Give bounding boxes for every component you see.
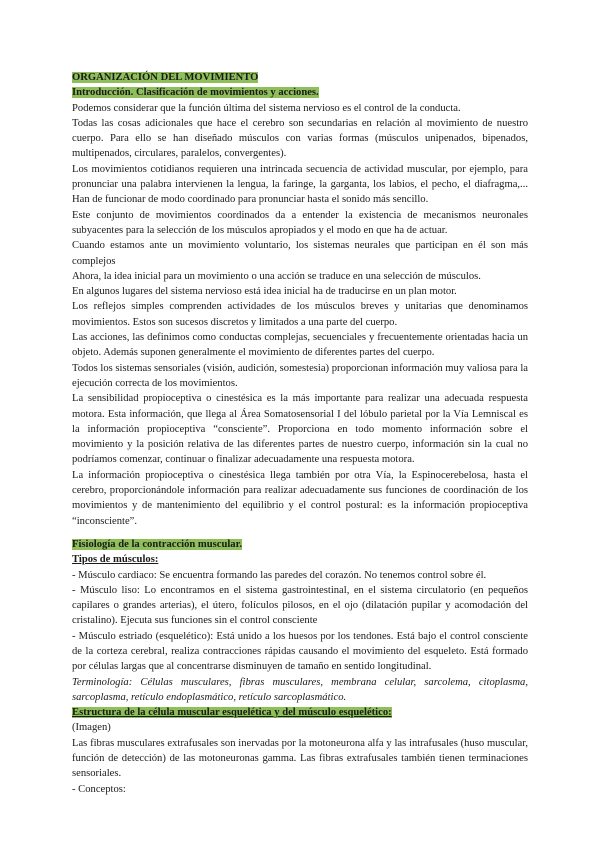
paragraph: La información propioceptiva o cinestésica llega también por otra Vía, la Espinocerebelosa, hasta el cerebro, proporcionándole información para realizar adecuadamente sus funciones de coordinación de los movimientos y de mantenimiento del equilibrio y el control postural: es la información propioceptiva “inconsciente”.	[72, 469, 528, 527]
document-page	[72, 70, 528, 797]
paragraph: Todos los sistemas sensoriales (visión, audición, somestesia) proporcionan información muy valiosa para la ejecución correcta de los movimientos.	[72, 362, 528, 389]
list-item: - Músculo liso: Lo encontramos en el sistema gastrointestinal, en el sistema circulatorio (en pequeños capilares o grandes arterias), el útero, folículos pilosos, en el ojo (dilatación pupilar y acomodación del cristalino). Ejecuta sus funciones sin el control consciente	[72, 584, 528, 627]
paragraph: Ahora, la idea inicial para un movimiento o una acción se traduce en una selección de músculos.	[72, 270, 481, 282]
section-spacer	[72, 529, 528, 537]
paragraph: Podemos considerar que la función última del sistema nervioso es el control de la conducta.	[72, 102, 461, 114]
paragraph: En algunos lugares del sistema nervioso está idea inicial ha de traducirse en un plan motor.	[72, 286, 457, 298]
paragraph: Las acciones, las definimos como conductas complejas, secuenciales y frecuentemente orientadas hacia un objeto. Además suponen generalmente el movimiento de diferentes partes del cuerpo.	[72, 332, 528, 359]
paragraph: Este conjunto de movimientos coordinados da a entender la existencia de mecanismos neuronales subyacentes para la selección de los músculos apropiados y el modo en que ha de actuar.	[72, 209, 528, 236]
list-item: - Conceptos:	[72, 783, 126, 795]
paragraph: Los movimientos cotidianos requieren una intrincada secuencia de actividad muscular, por ejemplo, para pronunciar una palabra intervienen la lengua, la faringe, la garganta, los labios, el pecho, el diafragma,... Han de funcionar de modo coordinado para pronunciar hasta el sonido más sencillo.	[72, 163, 528, 206]
subheading-tipos-musculos: Tipos de músculos:	[72, 554, 159, 566]
paragraph: Las fibras musculares extrafusales son inervadas por la motoneurona alfa y las intrafusales (huso muscular, función de detección) de las motoneuronas gamma. Las fibras extrafusales también tienen terminaciones sensoriales.	[72, 737, 528, 780]
paragraph: La sensibilidad propioceptiva o cinestésica es la más importante para realizar una adecuada respuesta motora. Esta información, que llega al Área Somatosensorial I del lóbulo parietal por la Vía Lemniscal es la información propioceptiva “consciente”. Proporciona en todo momento información sobre el movimiento y la posición relativa de las diferentes partes de nuestro cuerpo, información sin la cual no podríamos comenzar, continuar o finalizar adecuadamente una respuesta motora.	[72, 393, 528, 466]
list-item: - Músculo estriado (esquelético): Está unido a los huesos por los tendones. Está bajo el control consciente de la corteza cerebral, realiza contracciones rápidas causando el movimiento del esqueleto. Está formado por células largas que al concentrarse disminuyen de tamaño en sentido longitudinal.	[72, 630, 528, 673]
section-heading-estructura: Estructura de la célula muscular esquelética y del músculo esquelético:	[72, 707, 392, 719]
paragraph: Los reflejos simples comprenden actividades de los músculos breves y unitarias que denominamos movimientos. Estos son sucesos discretos y limitados a una parte del cuerpo.	[72, 301, 528, 328]
paragraph: Todas las cosas adicionales que hace el cerebro son secundarias en relación al movimiento de nuestro cuerpo. Para ello se han diseñado músculos con varias formas (músculos unipenados, bipenados, multipenados, circulares, paralelos, convergentes).	[72, 117, 528, 160]
list-item: - Músculo cardiaco: Se encuentra formando las paredes del corazón. No tenemos control sobre él.	[72, 569, 487, 581]
terminology-note: Terminología: Células musculares, fibras musculares, membrana celular, sarcolema, citoplasma, sarcoplasma, retículo endoplasmático, retículo sarcoplasmático.	[72, 676, 528, 703]
paragraph: Cuando estamos ante un movimiento voluntario, los sistemas neurales que participan en él son más complejos	[72, 240, 528, 267]
section-heading-introduccion: Introducción. Clasificación de movimientos y acciones.	[72, 87, 319, 99]
document-title: ORGANIZACIÓN DEL MOVIMIENTO	[72, 72, 259, 83]
section-heading-fisiologia: Fisiología de la contracción muscular.	[72, 538, 242, 550]
image-placeholder: (Imagen)	[72, 722, 111, 734]
